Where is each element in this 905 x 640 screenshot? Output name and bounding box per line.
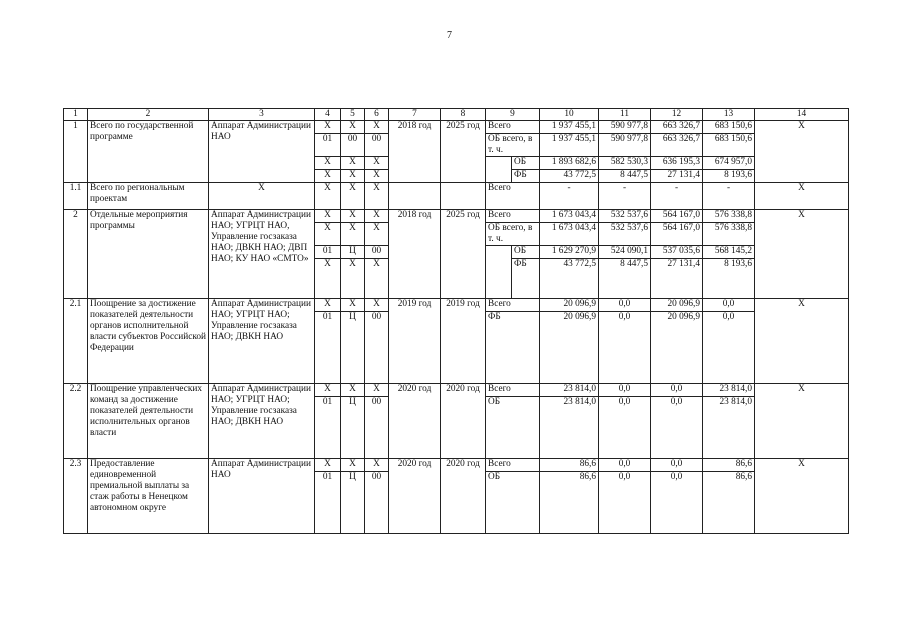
value-cell: 20 096,9	[651, 299, 703, 312]
value-cell: 576 338,8	[703, 223, 755, 246]
table-row	[64, 384, 849, 397]
source-label: Всего	[486, 384, 540, 397]
value-cell: 537 035,6	[651, 246, 703, 259]
value-cell: 0,0	[651, 397, 703, 459]
header-cell: 1	[64, 109, 88, 121]
code-cell: Х	[315, 170, 341, 183]
code-cell: Х	[315, 183, 341, 210]
code-cell: Х	[365, 459, 389, 472]
col14-cell: Х	[755, 121, 849, 183]
end-year: 2020 год	[441, 459, 486, 534]
value-cell: 20 096,9	[540, 299, 599, 312]
row-number: 2	[64, 210, 88, 299]
source-label: ФБ	[512, 259, 540, 299]
value-cell: 568 145,2	[703, 246, 755, 259]
value-cell: 532 537,6	[599, 210, 651, 223]
value-cell: 0,0	[651, 472, 703, 534]
code-cell: 00	[365, 472, 389, 534]
value-cell: 1 937 455,1	[540, 121, 599, 134]
col14-cell: Х	[755, 183, 849, 210]
header-cell: 6	[365, 109, 389, 121]
code-cell: Х	[365, 223, 389, 246]
start-year: 2018 год	[389, 121, 441, 183]
value-cell: 590 977,8	[599, 134, 651, 157]
value-cell: 1 629 270,9	[540, 246, 599, 259]
value-cell: 532 537,6	[599, 223, 651, 246]
code-cell: 00	[365, 246, 389, 259]
value-cell: 0,0	[651, 459, 703, 472]
value-cell: 0,0	[599, 312, 651, 384]
header-cell: 7	[389, 109, 441, 121]
value-cell: 683 150,6	[703, 134, 755, 157]
row-number: 2.2	[64, 384, 88, 459]
value-cell: 0,0	[599, 384, 651, 397]
source-label: Всего	[486, 183, 540, 210]
code-cell: Х	[341, 299, 365, 312]
code-cell: Х	[365, 183, 389, 210]
value-cell: 0,0	[703, 299, 755, 312]
source-label: ОБ	[486, 397, 540, 459]
code-cell: Х	[341, 384, 365, 397]
col14-cell: Х	[755, 459, 849, 534]
code-cell: Х	[365, 170, 389, 183]
code-cell: Х	[341, 210, 365, 223]
end-year: 2019 год	[441, 299, 486, 384]
header-cell: 3	[209, 109, 315, 121]
value-cell: 636 195,3	[651, 157, 703, 170]
header-cell: 4	[315, 109, 341, 121]
measure-name: Поощрение за достижение показателей деятельности органов исполнительной власти субъектов Российской Федерации	[88, 299, 209, 384]
code-cell: 00	[341, 134, 365, 157]
code-cell: Х	[315, 459, 341, 472]
executor: Аппарат Администрации НАО; УГРЦТ НАО; Управление госзаказа НАО; ДВКН НАО	[209, 299, 315, 384]
code-cell: Ц	[341, 312, 365, 384]
code-cell: Х	[315, 210, 341, 223]
code-cell: 00	[365, 134, 389, 157]
value-cell: 8 447,5	[599, 170, 651, 183]
value-cell: 674 957,0	[703, 157, 755, 170]
executor: Аппарат Администрации НАО; УГРЦТ НАО; Управление госзаказа НАО; ДВКН НАО	[209, 384, 315, 459]
source-label: Всего	[486, 459, 540, 472]
code-cell: Х	[365, 157, 389, 170]
source-label: ФБ	[486, 312, 540, 384]
row-number: 2.3	[64, 459, 88, 534]
code-cell: Х	[315, 157, 341, 170]
header-cell: 12	[651, 109, 703, 121]
measure-name: Предоставление единовременной премиальной выплаты за стаж работы в Ненецком автономном округе	[88, 459, 209, 534]
value-cell: 0,0	[599, 472, 651, 534]
code-cell: Х	[315, 121, 341, 134]
measure-name: Всего по государственной программе	[88, 121, 209, 183]
executor: Х	[209, 183, 315, 210]
source-label: ОБ всего, в т. ч.	[486, 223, 540, 246]
value-cell: 1 937 455,1	[540, 134, 599, 157]
source-label: Всего	[486, 299, 540, 312]
code-cell: Х	[315, 299, 341, 312]
col14-cell: Х	[755, 384, 849, 459]
header-cell: 9	[486, 109, 540, 121]
code-cell: 01	[315, 246, 341, 259]
value-cell: 43 772,5	[540, 259, 599, 299]
start-year: 2020 год	[389, 459, 441, 534]
value-cell: 1 673 043,4	[540, 223, 599, 246]
code-cell: Х	[365, 259, 389, 299]
value-cell: 663 326,7	[651, 121, 703, 134]
start-year	[389, 183, 441, 210]
value-cell: 23 814,0	[703, 384, 755, 397]
col14-cell: Х	[755, 210, 849, 299]
value-cell: -	[599, 183, 651, 210]
table-row	[64, 210, 849, 223]
code-cell: Х	[365, 210, 389, 223]
code-cell: Х	[341, 259, 365, 299]
row-number: 1	[64, 121, 88, 183]
table-row	[64, 299, 849, 312]
value-cell: 86,6	[703, 472, 755, 534]
table-row	[64, 121, 849, 134]
value-cell: 20 096,9	[540, 312, 599, 384]
value-cell: 23 814,0	[540, 397, 599, 459]
value-cell: 8 447,5	[599, 259, 651, 299]
value-cell: 8 193,6	[703, 170, 755, 183]
table-row	[64, 459, 849, 472]
value-cell: -	[651, 183, 703, 210]
col14-cell: Х	[755, 299, 849, 384]
table-row	[64, 183, 849, 210]
value-cell: 86,6	[540, 472, 599, 534]
value-cell: 0,0	[599, 459, 651, 472]
code-cell: Ц	[341, 397, 365, 459]
source-label: Всего	[486, 121, 540, 134]
value-cell: 27 131,4	[651, 259, 703, 299]
source-label: ОБ	[512, 246, 540, 259]
code-cell: Х	[365, 299, 389, 312]
source-label: ОБ	[512, 157, 540, 170]
source-label: ФБ	[512, 170, 540, 183]
value-cell: 0,0	[599, 299, 651, 312]
code-cell: Ц	[341, 472, 365, 534]
value-cell: 524 090,1	[599, 246, 651, 259]
value-cell: 663 326,7	[651, 134, 703, 157]
value-cell: 564 167,0	[651, 223, 703, 246]
start-year: 2020 год	[389, 384, 441, 459]
code-cell: Х	[365, 384, 389, 397]
executor: Аппарат Администрации НАО; УГРЦТ НАО, Управление госзаказа НАО; ДВКН НАО; ДВП НАО; КУ НАО «СМТО»	[209, 210, 315, 299]
header-cell: 10	[540, 109, 599, 121]
budget-table	[63, 108, 849, 534]
code-cell: 01	[315, 472, 341, 534]
source-label: Всего	[486, 210, 540, 223]
value-cell: 8 193,6	[703, 259, 755, 299]
code-cell: Х	[341, 121, 365, 134]
row-number: 1.1	[64, 183, 88, 210]
code-cell: Х	[341, 183, 365, 210]
value-cell: 0,0	[651, 384, 703, 397]
value-cell: 20 096,9	[651, 312, 703, 384]
header-cell: 13	[703, 109, 755, 121]
value-cell: 1 893 682,6	[540, 157, 599, 170]
code-cell: Х	[341, 223, 365, 246]
code-cell: Х	[315, 384, 341, 397]
code-cell: 01	[315, 134, 341, 157]
value-cell: 683 150,6	[703, 121, 755, 134]
header-cell: 11	[599, 109, 651, 121]
measure-name: Всего по региональным проектам	[88, 183, 209, 210]
end-year: 2025 год	[441, 210, 486, 299]
value-cell: -	[540, 183, 599, 210]
code-cell: Х	[341, 157, 365, 170]
page-number: 7	[447, 30, 452, 41]
code-cell: Х	[341, 459, 365, 472]
code-cell: 01	[315, 312, 341, 384]
value-cell: 86,6	[703, 459, 755, 472]
value-cell: 43 772,5	[540, 170, 599, 183]
value-cell: 576 338,8	[703, 210, 755, 223]
source-indent	[486, 157, 512, 183]
value-cell: 0,0	[703, 312, 755, 384]
end-year	[441, 183, 486, 210]
value-cell: 590 977,8	[599, 121, 651, 134]
executor: Аппарат Администрации НАО	[209, 121, 315, 183]
code-cell: Х	[341, 170, 365, 183]
code-cell: Х	[365, 121, 389, 134]
value-cell: 564 167,0	[651, 210, 703, 223]
code-cell: 00	[365, 397, 389, 459]
code-cell: 01	[315, 397, 341, 459]
header-cell: 2	[88, 109, 209, 121]
value-cell: 23 814,0	[703, 397, 755, 459]
header-cell: 5	[341, 109, 365, 121]
header-cell: 8	[441, 109, 486, 121]
source-label: ОБ	[486, 472, 540, 534]
measure-name: Поощрение управленческих команд за достижение показателей деятельности исполнительных органов власти	[88, 384, 209, 459]
code-cell: Х	[315, 259, 341, 299]
end-year: 2020 год	[441, 384, 486, 459]
value-cell: 0,0	[599, 397, 651, 459]
end-year: 2025 год	[441, 121, 486, 183]
value-cell: 582 530,3	[599, 157, 651, 170]
measure-name: Отдельные мероприятия программы	[88, 210, 209, 299]
value-cell: 23 814,0	[540, 384, 599, 397]
code-cell: Х	[315, 223, 341, 246]
value-cell: 1 673 043,4	[540, 210, 599, 223]
value-cell: 86,6	[540, 459, 599, 472]
source-label: ОБ всего, в т. ч.	[486, 134, 540, 157]
table-header-row	[64, 109, 849, 121]
code-cell: 00	[365, 312, 389, 384]
start-year: 2019 год	[389, 299, 441, 384]
source-indent	[486, 246, 512, 299]
code-cell: Ц	[341, 246, 365, 259]
executor: Аппарат Администрации НАО	[209, 459, 315, 534]
row-number: 2.1	[64, 299, 88, 384]
value-cell: 27 131,4	[651, 170, 703, 183]
start-year: 2018 год	[389, 210, 441, 299]
header-cell: 14	[755, 109, 849, 121]
value-cell: -	[703, 183, 755, 210]
